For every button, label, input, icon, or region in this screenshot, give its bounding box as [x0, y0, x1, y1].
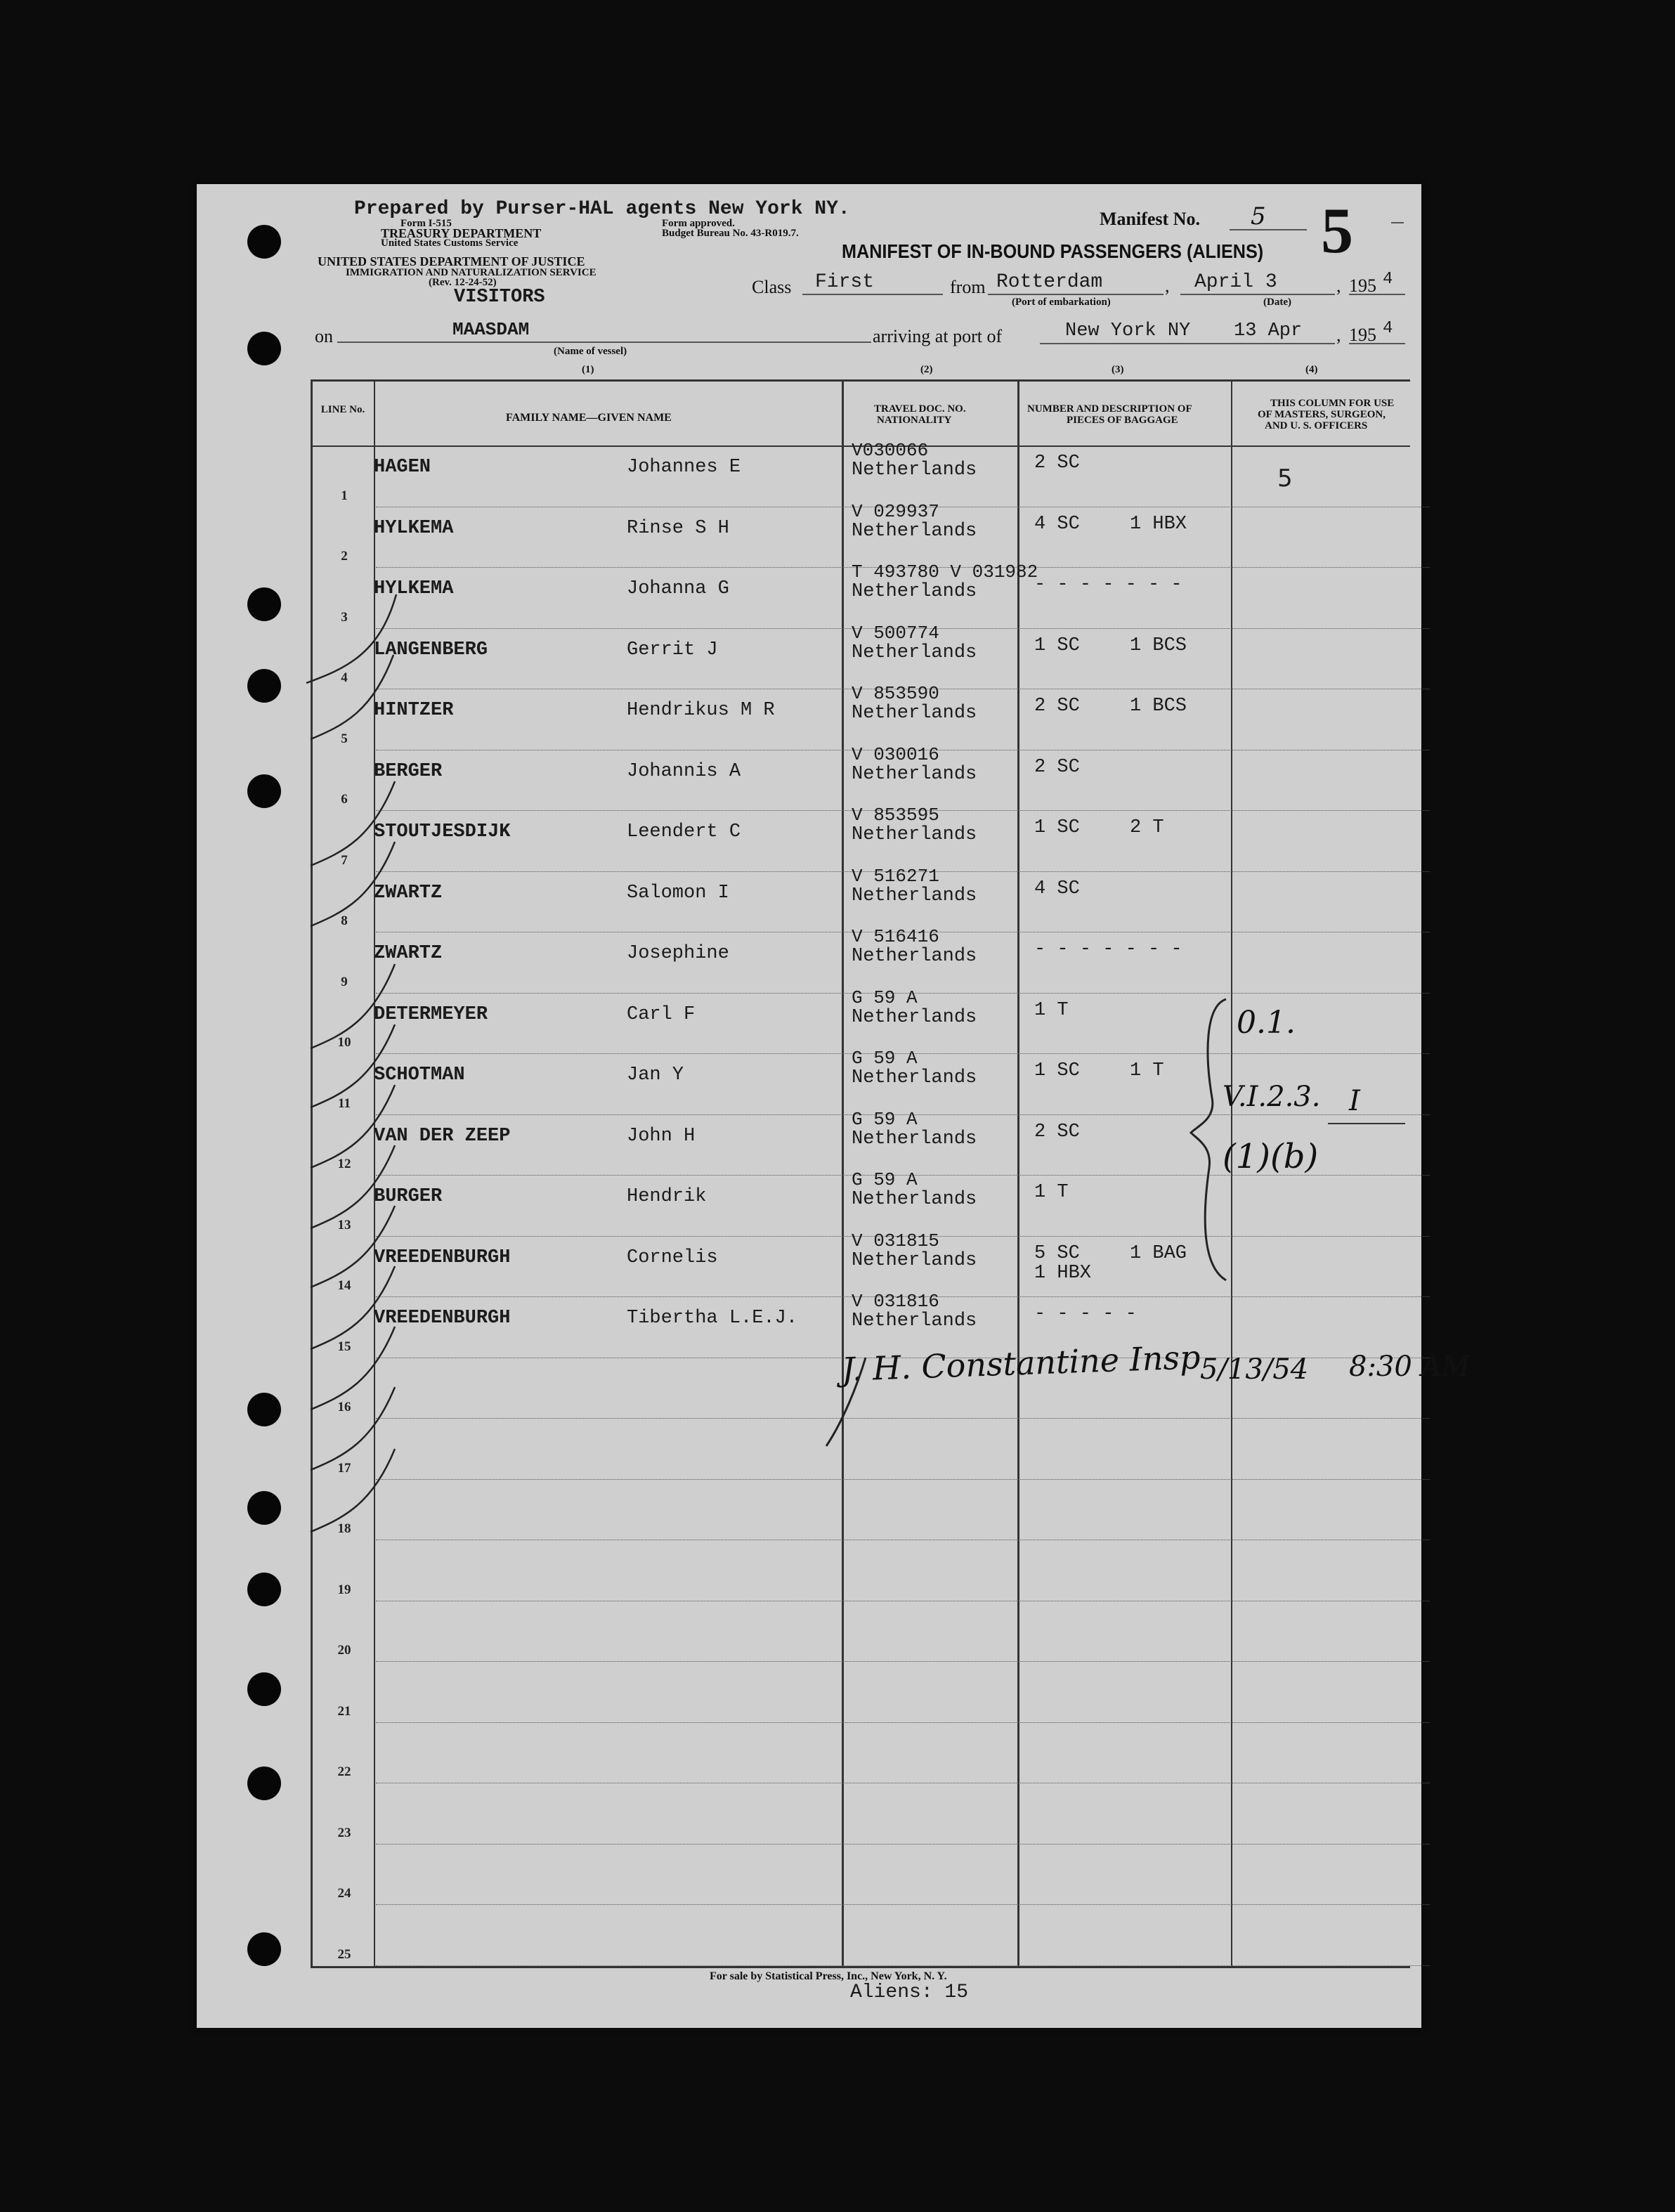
baggage-2: 1 BCS — [1130, 696, 1187, 717]
travel-doc-number: V 031816 — [852, 1291, 939, 1312]
baggage-2: 1 HBX — [1130, 513, 1187, 535]
binder-hole — [247, 1672, 281, 1706]
given-name: Rinse S H — [627, 517, 729, 539]
given-name: John H — [627, 1125, 696, 1147]
travel-doc-number: V030066 — [852, 440, 929, 461]
line-number: 12 — [337, 1157, 351, 1171]
nationality: Netherlands — [852, 703, 977, 724]
binder-hole — [247, 225, 281, 259]
year-1: 4 — [1383, 270, 1393, 289]
comma: , — [1165, 275, 1170, 296]
line-number: 18 — [337, 1521, 351, 1536]
nationality: Netherlands — [852, 763, 977, 785]
travel-doc-number: V 516416 — [852, 926, 939, 947]
line-number: 4 — [341, 670, 348, 685]
binder-hole — [247, 1393, 281, 1426]
from-underline — [988, 294, 1164, 295]
travel-doc-number: V 500774 — [852, 622, 939, 644]
baggage-2: 1 BAG — [1130, 1242, 1187, 1264]
line-number: 23 — [337, 1825, 351, 1840]
nationality: Netherlands — [852, 946, 977, 967]
manifest-page — [197, 184, 1471, 2028]
line-number: 25 — [337, 1946, 351, 1962]
family-name: HYLKEMA — [374, 578, 454, 599]
bracket-line-2: V.I.2.3. — [1223, 1081, 1321, 1113]
row-rule — [376, 1661, 1430, 1662]
given-name: Johanna G — [627, 578, 729, 599]
baggage-1: 2 SC — [1034, 453, 1080, 474]
line-number: 1 — [341, 488, 348, 503]
baggage-1: - - - - - — [1034, 1303, 1137, 1325]
name-column-divider — [842, 379, 844, 1966]
form-number: Form I-515 — [400, 218, 452, 229]
arrival-underline — [1040, 343, 1335, 344]
nationality: Netherlands — [852, 581, 977, 602]
nationality: Netherlands — [852, 1249, 977, 1271]
year-2: 4 — [1383, 319, 1393, 338]
col-header-baggage-2: PIECES OF BAGGAGE — [1067, 415, 1178, 426]
arriving-label: arriving at port of — [873, 326, 1003, 346]
line-number: 7 — [341, 852, 348, 868]
col-header-line-no: LINE No. — [320, 404, 365, 415]
line-number: 14 — [337, 1278, 351, 1293]
bracket-line-3: (1)(b) — [1223, 1137, 1319, 1176]
travel-doc-number: V 516271 — [852, 865, 939, 887]
manifest-title: MANIFEST OF IN-BOUND PASSENGERS (ALIENS) — [842, 240, 1264, 262]
family-name: HAGEN — [374, 457, 431, 478]
family-name: VREEDENBURGH — [374, 1247, 511, 1268]
col-header-officers-1: THIS COLUMN FOR USE — [1270, 398, 1395, 409]
given-name: Jan Y — [627, 1065, 684, 1086]
family-name: ZWARTZ — [374, 943, 443, 964]
binder-hole — [247, 587, 281, 621]
family-name: VREEDENBURGH — [374, 1308, 511, 1329]
year-prefix-1: 195 — [1349, 275, 1376, 296]
travel-doc-number: G 59 A — [852, 1108, 918, 1130]
col-num-4: (4) — [1305, 364, 1318, 375]
family-name: DETERMEYER — [374, 1003, 488, 1025]
baggage-1: 1 SC — [1034, 1060, 1080, 1081]
manifest-no-value: 5 — [1251, 202, 1266, 230]
inspector-signature: J. H. Constantine Insp — [841, 1338, 1201, 1388]
baggage-2: 2 T — [1130, 817, 1164, 838]
family-name: VAN DER ZEEP — [374, 1125, 511, 1147]
binder-hole — [247, 1573, 281, 1606]
given-name: Gerrit J — [627, 639, 718, 661]
given-name: Hendrik — [627, 1186, 707, 1207]
given-name: Cornelis — [627, 1247, 718, 1268]
class-underline — [802, 294, 943, 295]
rev-label: (Rev. 12-24-52) — [429, 277, 497, 288]
binder-hole — [247, 332, 281, 365]
family-name: LANGENBERG — [374, 639, 488, 661]
justice-label: UNITED STATES DEPARTMENT OF JUSTICE — [318, 254, 585, 268]
binder-hole — [247, 1767, 281, 1800]
sale-note: For sale by Statistical Press, Inc., New York, N. Y. — [710, 1970, 947, 1982]
given-name: Carl F — [627, 1003, 696, 1025]
line-number: 20 — [337, 1643, 351, 1658]
manifest-no-label: Manifest No. — [1100, 209, 1200, 229]
from-label: from — [950, 277, 986, 297]
row-rule — [376, 1904, 1430, 1905]
treasury-label: TREASURY DEPARTMENT — [381, 226, 542, 240]
line-number: 3 — [341, 609, 348, 625]
baggage-1: 1 SC — [1034, 635, 1080, 656]
manifest-tick — [1391, 222, 1404, 223]
date-value: April 3 — [1194, 271, 1277, 293]
family-name: ZWARTZ — [374, 882, 443, 904]
bracket-line-1: 0.1. — [1237, 1005, 1296, 1041]
line-number: 11 — [338, 1095, 351, 1111]
visitors-label: VISITORS — [454, 287, 545, 308]
arrival-date-value: 13 Apr — [1234, 320, 1303, 341]
officer-note: 5 — [1277, 464, 1293, 493]
signature-flourish — [822, 1351, 878, 1449]
row-rule — [376, 1722, 1430, 1723]
baggage-1: - - - - - - - — [1034, 574, 1182, 595]
line-number: 21 — [337, 1703, 351, 1719]
row-rule — [376, 1965, 1430, 1966]
baggage-1: - - - - - - - — [1034, 939, 1182, 960]
row-rule — [376, 1479, 1430, 1480]
nationality: Netherlands — [852, 1128, 977, 1150]
date-underline — [1180, 294, 1335, 295]
line-number: 8 — [341, 913, 348, 928]
col-num-1: (1) — [582, 364, 594, 375]
baggage-1: 4 SC — [1034, 513, 1080, 535]
form-approved: Form approved. — [662, 218, 735, 229]
manifest-big-number: 5 — [1321, 195, 1353, 266]
travel-doc-number: G 59 A — [852, 987, 918, 1008]
bracket-mark: I — [1349, 1085, 1360, 1117]
nationality: Netherlands — [852, 1067, 977, 1088]
col-header-officers-3: AND U. S. OFFICERS — [1265, 420, 1368, 431]
year-underline — [1349, 294, 1405, 295]
binder-hole — [247, 669, 281, 703]
line-number: 10 — [337, 1035, 351, 1050]
baggage-1: 1 T — [1034, 999, 1069, 1021]
customs-label: United States Customs Service — [381, 238, 519, 249]
class-value: First — [815, 271, 875, 293]
row-rule — [376, 1418, 1430, 1419]
line-number: 17 — [337, 1460, 351, 1476]
col-header-officers-2: OF MASTERS, SURGEON, — [1258, 409, 1386, 420]
col-header-nationality: NATIONALITY — [877, 415, 952, 426]
given-name: Hendrikus M R — [627, 700, 775, 721]
line-number: 6 — [341, 792, 348, 807]
on-label: on — [315, 326, 333, 346]
baggage-1: 2 SC — [1034, 696, 1080, 717]
from-value: Rotterdam — [996, 271, 1103, 293]
row-rule — [376, 1844, 1430, 1845]
family-name: HYLKEMA — [374, 517, 454, 539]
year-underline — [1349, 343, 1405, 344]
nationality: Netherlands — [852, 1310, 977, 1332]
comma: , — [1336, 275, 1341, 296]
baggage-1: 2 SC — [1034, 756, 1080, 778]
given-name: Johannes E — [627, 457, 741, 478]
line-number: 24 — [337, 1886, 351, 1901]
baggage-1: 1 T — [1034, 1182, 1069, 1203]
baggage-2: 1 BCS — [1130, 635, 1187, 656]
doc-column-divider — [1017, 379, 1019, 1966]
given-name: Tibertha L.E.J. — [627, 1308, 798, 1329]
ins-label: IMMIGRATION AND NATURALIZATION SERVICE — [346, 267, 597, 278]
table-top-rule — [311, 379, 1410, 382]
nationality: Netherlands — [852, 824, 977, 845]
line-number: 22 — [337, 1764, 351, 1779]
class-label: Class — [752, 277, 792, 297]
comma: , — [1336, 325, 1341, 345]
arrival-port-value: New York NY — [1065, 320, 1191, 341]
table-bottom-rule — [311, 1966, 1410, 1968]
port-embarkation-caption: (Port of embarkation) — [1012, 297, 1111, 308]
travel-doc-number: G 59 A — [852, 1169, 918, 1190]
signature-date: 5/13/54 — [1200, 1353, 1309, 1386]
baggage-1: 4 SC — [1034, 878, 1080, 899]
budget-bureau: Budget Bureau No. 43-R019.7. — [662, 228, 799, 239]
baggage-1: 1 SC — [1034, 817, 1080, 838]
family-name: SCHOTMAN — [374, 1065, 465, 1086]
travel-doc-number: V 029937 — [852, 500, 939, 522]
date-caption: (Date) — [1263, 297, 1291, 308]
binder-hole — [247, 1491, 281, 1525]
given-name: Leendert C — [627, 821, 741, 842]
binder-hole — [247, 1932, 281, 1966]
family-name: BURGER — [374, 1186, 443, 1207]
line-number: 16 — [337, 1400, 351, 1414]
line-number: 9 — [341, 974, 348, 989]
col-num-3: (3) — [1112, 364, 1124, 375]
aliens-total: Aliens: 15 — [850, 1982, 969, 2003]
vessel-value: MAASDAM — [452, 319, 530, 340]
manifest-no-underline — [1230, 229, 1307, 230]
line-number: 19 — [337, 1582, 351, 1597]
col-header-baggage-1: NUMBER AND DESCRIPTION OF — [1027, 403, 1192, 415]
travel-doc-number: V 853590 — [852, 683, 939, 704]
nationality: Netherlands — [852, 1189, 977, 1210]
line-number: 13 — [337, 1217, 351, 1232]
vessel-underline — [337, 341, 871, 343]
family-name: HINTZER — [374, 700, 454, 721]
col-num-2: (2) — [920, 364, 933, 375]
signature-time: 8:30 AM — [1349, 1351, 1471, 1383]
travel-doc-number: V 853595 — [852, 805, 939, 826]
line-number: 5 — [341, 731, 348, 746]
bracket-mark-rule — [1328, 1123, 1405, 1124]
col-header-name: FAMILY NAME—GIVEN NAME — [506, 412, 672, 424]
baggage-1: 2 SC — [1034, 1121, 1080, 1143]
baggage-3: 1 HBX — [1034, 1262, 1092, 1284]
checkmarks — [302, 444, 408, 1568]
line-number: 2 — [341, 549, 348, 564]
nationality: Netherlands — [852, 1006, 977, 1028]
binder-hole — [247, 774, 281, 808]
line-number: 15 — [337, 1339, 351, 1354]
given-name: Salomon I — [627, 882, 729, 904]
travel-doc-number: V 031815 — [852, 1230, 939, 1251]
year-prefix-2: 195 — [1349, 325, 1376, 345]
travel-doc-number: T 493780 V 031982 — [852, 561, 1038, 583]
travel-doc-number: G 59 A — [852, 1048, 918, 1069]
given-name: Johannis A — [627, 760, 741, 782]
family-name: BERGER — [374, 760, 443, 782]
family-name: STOUTJESDIJK — [374, 821, 511, 842]
travel-doc-number: V 030016 — [852, 743, 939, 765]
vessel-caption: (Name of vessel) — [554, 346, 627, 357]
col-header-travel-doc: TRAVEL DOC. NO. — [874, 403, 966, 415]
nationality: Netherlands — [852, 520, 977, 542]
prepared-by-stamp: Prepared by Purser-HAL agents New York NY. — [354, 198, 850, 220]
baggage-2: 1 T — [1130, 1060, 1164, 1081]
nationality: Netherlands — [852, 642, 977, 663]
baggage-1: 5 SC — [1034, 1242, 1080, 1264]
nationality: Netherlands — [852, 885, 977, 906]
nationality: Netherlands — [852, 460, 977, 481]
given-name: Josephine — [627, 943, 729, 964]
